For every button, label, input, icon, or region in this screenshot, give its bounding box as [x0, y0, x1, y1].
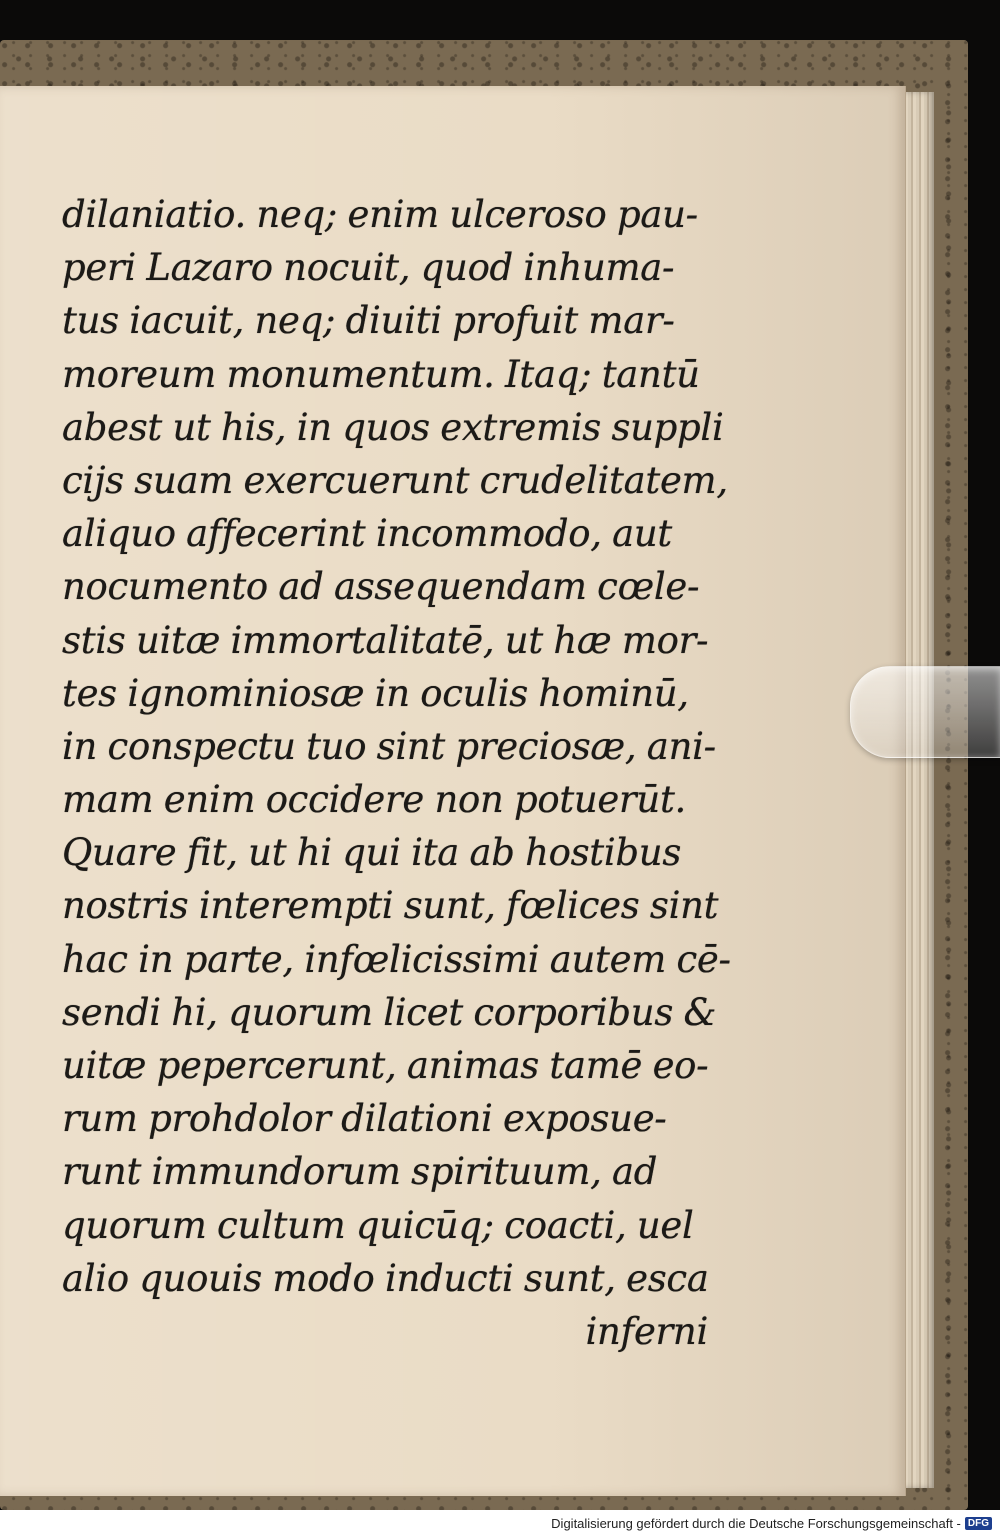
text-line: moreum monumentum. Itaq; tantū — [62, 352, 700, 396]
text-line: stis uitæ immortalitatē, ut hæ mor- — [62, 618, 709, 662]
footer-credit: Digitalisierung gefördert durch die Deutsche Forschungsgemeinschaft - — [551, 1515, 961, 1531]
footer-bar — [0, 1510, 1000, 1536]
text-line: cijs suam exercuerunt crudelitatem, — [62, 458, 728, 502]
text-line: dilaniatio. neq; enim ulceroso pau- — [62, 193, 698, 236]
text-line: peri Lazaro nocuit, quod inhuma- — [62, 246, 675, 290]
text-line: abest ut his, in quos extremis suppli — [62, 405, 724, 449]
catchword: inferni — [585, 1309, 708, 1353]
text-line: rum prohdolor dilationi exposue- — [62, 1097, 667, 1141]
text-line: aliquo affecerint incommodo, aut — [62, 512, 672, 556]
text-line: mam enim occidere non potuerūt. — [62, 778, 686, 822]
page-clip — [850, 666, 1000, 758]
show-through-text — [706, 636, 836, 667]
text-line: quorum cultum quicūq; coacti, uel — [62, 1203, 694, 1247]
page-text — [62, 188, 731, 1358]
text-line: alio quouis modo inducti sunt, esca — [62, 1256, 709, 1300]
text-line: uitæ pepercerunt, animas tamē eo- — [62, 1044, 709, 1087]
text-line: nostris interempti sunt, fœlices sint — [62, 884, 719, 928]
text-line: tes ignominiosæ in oculis hominū, — [62, 671, 689, 715]
text-line: sendi hi, quorum licet corporibus & — [62, 990, 717, 1034]
dfg-logo-icon: DFG — [965, 1517, 992, 1530]
text-line: Quare fit, ut hi qui ita ab hostibus — [62, 831, 682, 875]
text-line: in conspectu tuo sint preciosæ, ani- — [62, 724, 716, 768]
text-line: tus iacuit, neq; diuiti profuit mar- — [62, 299, 675, 343]
text-line: runt immundorum spirituum, ad — [62, 1150, 658, 1194]
text-line: hac in parte, infœlicissimi autem cē- — [62, 937, 731, 981]
text-line: nocumento ad assequendam cœle- — [62, 565, 700, 609]
